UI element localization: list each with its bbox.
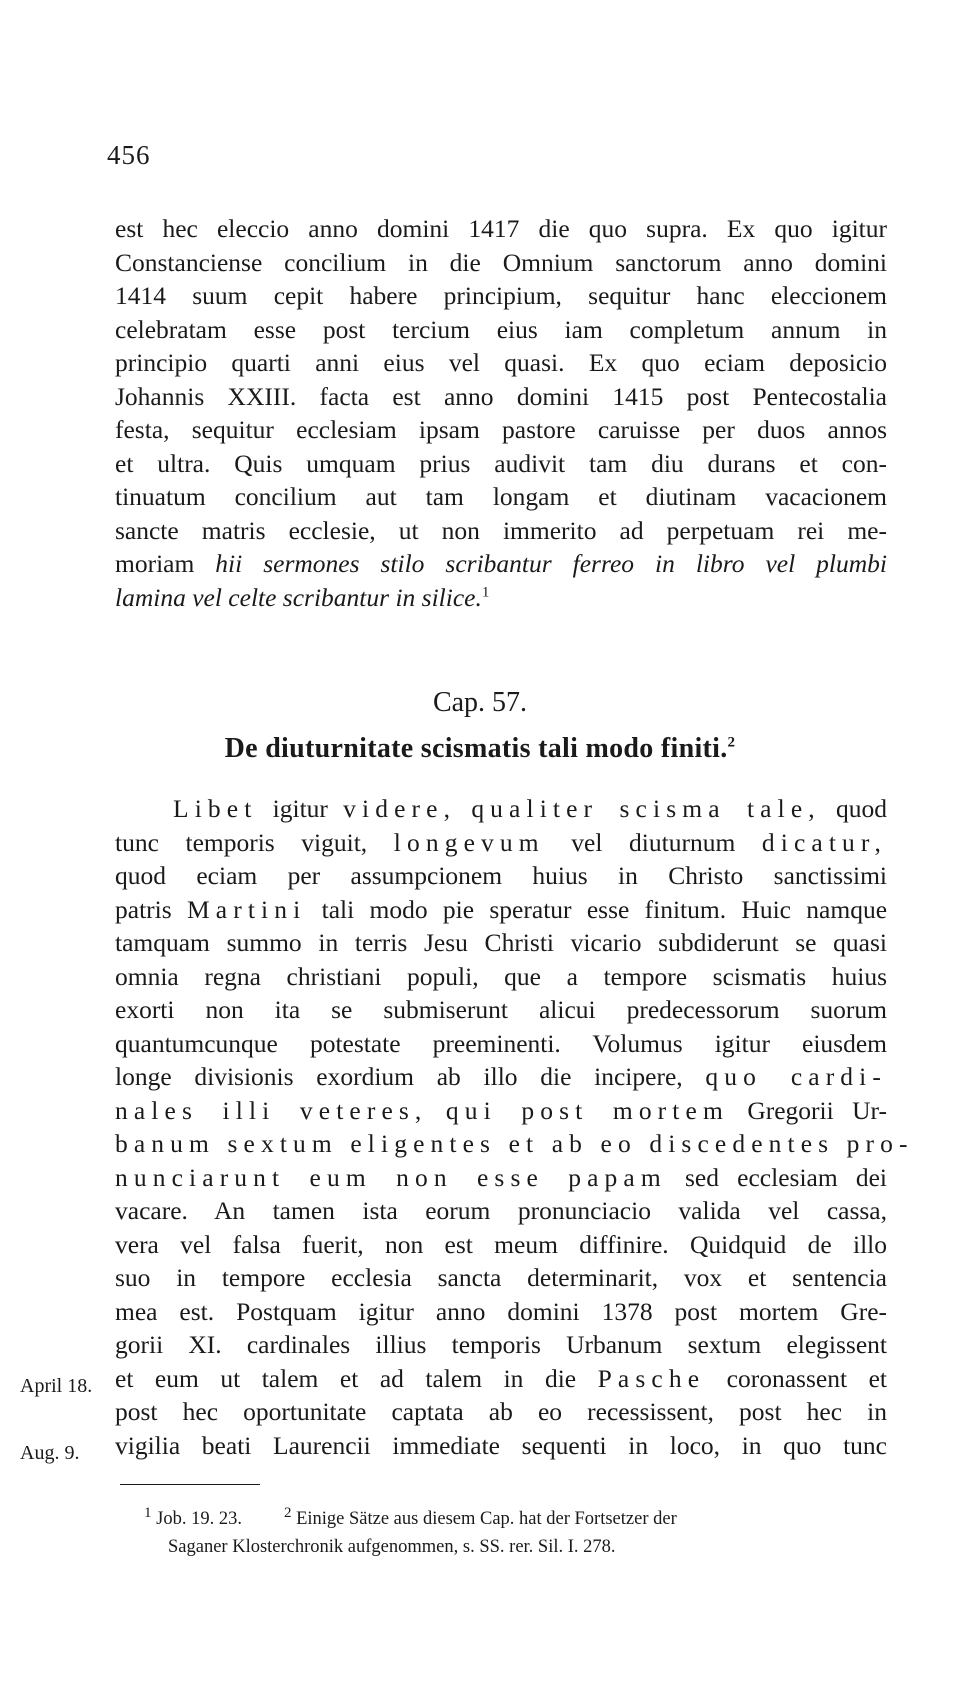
text-line: mea est. Postquam igitur anno domini 1378 post mortem Gre- <box>115 1296 887 1326</box>
text-fragment <box>427 1096 445 1125</box>
text-line <box>115 893 887 927</box>
page-number: 456 <box>107 140 151 170</box>
text-line <box>115 826 887 860</box>
text-line: vigilia beati Laurencii immediate sequenti in loco, in quo tunc <box>115 1430 887 1460</box>
text-fragment: tunc temporis viguit, <box>115 827 394 857</box>
footnote-mark: 1 <box>144 1504 152 1521</box>
text-line: post hec oportunitate captata ab eo recessissent, post hec in <box>115 1397 887 1426</box>
chapter-paragraph <box>115 792 914 1462</box>
text-line <box>115 792 887 826</box>
footnote-mark: 2 <box>727 734 736 751</box>
text-fragment: quod <box>820 794 887 823</box>
text-line: vacare. An tamen ista eorum pronunciacio valida vel cassa, <box>115 1196 887 1225</box>
quotation-italic: lamina vel celte scribantur in silice. <box>115 582 482 612</box>
text-line: exorti non ita se submiserunt alicui predecessorum suorum <box>115 995 887 1024</box>
text-line: et ultra. Quis umquam prius audivit tam diu durans et con- <box>115 448 887 478</box>
text-line <box>115 1094 887 1128</box>
spaced-text: nunciarunt eum non esse papam <box>115 1162 667 1192</box>
text-line <box>115 1060 887 1094</box>
chapter-title-text: De diuturnitate scismatis tali modo finiti. <box>224 733 728 764</box>
text-line: banum sextum eligentes et ab eo discedentes pro- <box>115 1129 914 1158</box>
spaced-text: Martini <box>186 894 307 924</box>
footnote-mark: 2 <box>283 1504 292 1521</box>
text-line: Johannis XXIII. facta est anno domini 1415 post Pentecostalia <box>115 381 887 411</box>
footnote-line: Saganer Klosterchronik aufgenommen, s. SS. rer. Sil. I. 278. <box>168 1537 616 1557</box>
footnote-1-text: Job. 19. 23. <box>156 1509 242 1529</box>
text-fragment: coronassent et <box>705 1363 887 1393</box>
text-fragment: tali modo pie speratur esse finitum. Huic namque <box>306 894 888 924</box>
text-line: est hec eleccio anno domini 1417 die quo supra. Ex quo igitur <box>115 214 887 243</box>
footnote-line <box>120 1505 888 1533</box>
text-line: festa, sequitur ecclesiam ipsam pastore caruisse per duos annos <box>115 415 887 444</box>
text-line <box>115 1161 887 1195</box>
footnote-mark: 1 <box>481 584 490 600</box>
margin-date-august: Aug. 9. <box>20 1442 80 1464</box>
spaced-text: quo cardi- <box>705 1062 887 1091</box>
spaced-text: videre, <box>343 794 457 823</box>
text-line <box>115 1362 887 1396</box>
text-fragment: sed ecclesiam dei <box>666 1162 887 1192</box>
text-fragment: patris <box>115 894 187 924</box>
text-line: sancte matris ecclesie, ut non immerito ad perpetuam rei me- <box>115 515 887 545</box>
text-line: quod eciam per assumpcionem huius in Christo sanctissimi <box>115 861 887 890</box>
quotation-italic: hii sermones stilo scribantur ferreo in libro vel plumbi <box>215 549 887 578</box>
text-fragment: Gregorii Ur- <box>728 1095 888 1125</box>
spaced-text: longevum <box>393 827 545 857</box>
text-fragment: moriam <box>115 549 216 578</box>
text-fragment: igitur <box>257 794 344 823</box>
spaced-text: Pasche <box>597 1363 706 1393</box>
text-fragment <box>456 794 471 823</box>
spaced-text: nales illi veteres, <box>115 1095 428 1125</box>
text-line: quantumcunque potestate preeminenti. Volumus igitur eiusdem <box>115 1028 887 1058</box>
text-fragment: vel diuturnum <box>544 827 762 857</box>
footnote-2-text: Einige Sätze aus diesem Cap. hat der Fortsetzer der <box>296 1509 677 1529</box>
text-line: tinuatum concilium aut tam longam et diutinam vacacionem <box>115 482 887 511</box>
chapter-number: Cap. 57. <box>432 687 528 718</box>
text-fragment: longe divisionis exordium ab illo die incipere, <box>115 1062 706 1091</box>
text-line: omnia regna christiani populi, que a tempore scismatis huius <box>115 961 887 991</box>
spaced-text: qui post mortem <box>445 1095 729 1125</box>
text-line: gorii XI. cardinales illius temporis Urbanum sextum elegissent <box>115 1330 887 1359</box>
text-line: suo in tempore ecclesia sancta determinarit, vox et sentencia <box>115 1263 887 1292</box>
text-line <box>115 547 887 581</box>
chapter-title <box>0 733 960 765</box>
text-line <box>115 581 887 615</box>
text-line: vera vel falsa fuerit, non est meum diffinire. Quidquid de illo <box>115 1229 887 1259</box>
paragraph-continuation <box>115 212 887 614</box>
spaced-text: dicatur, <box>761 827 887 857</box>
text-line: 1414 suum cepit habere principium, sequitur hanc eleccionem <box>115 281 887 310</box>
text-line: tamquam summo in terris Jesu Christi vicario subdiderunt se quasi <box>115 928 887 957</box>
text-line: celebratam esse post tercium eius iam completum annum in <box>115 314 887 344</box>
footnotes <box>120 1505 888 1561</box>
text-line: Constanciense concilium in die Omnium sanctorum anno domini <box>115 247 887 277</box>
spaced-text: Libet <box>173 794 258 823</box>
text-fragment: et eum ut talem et ad talem in die <box>115 1363 598 1393</box>
spaced-text: qualiter scisma tale, <box>471 794 821 823</box>
footnote-divider <box>120 1484 260 1485</box>
margin-date-april: April 18. <box>20 1375 93 1397</box>
text-line: principio quarti anni eius vel quasi. Ex quo eciam deposicio <box>115 348 887 377</box>
